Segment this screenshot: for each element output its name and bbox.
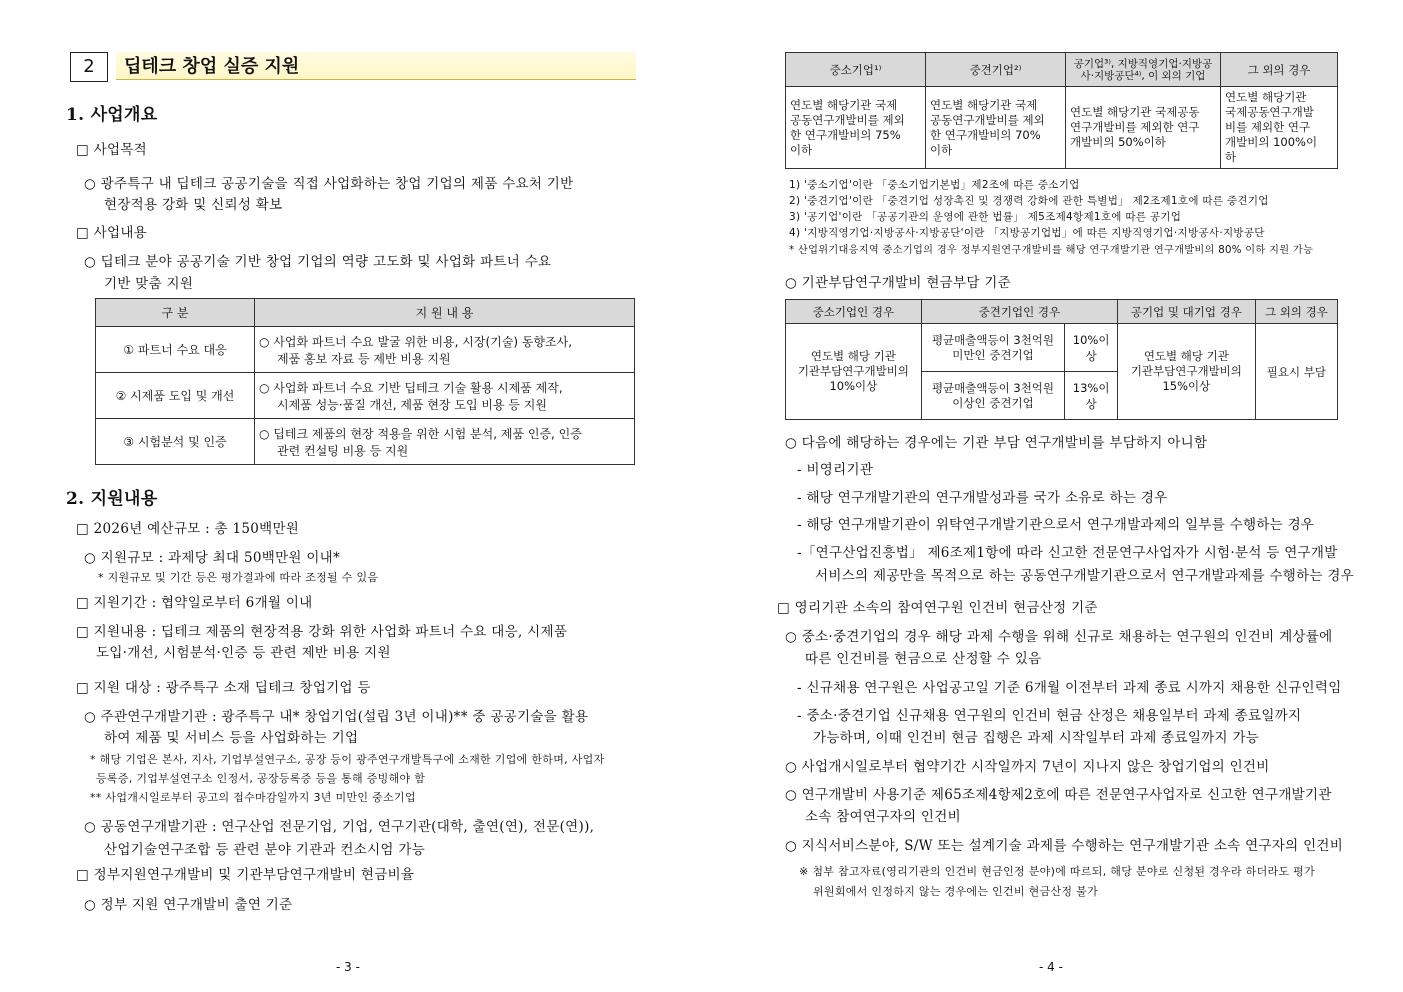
personnel-item-cont: 따른 인건비를 현금으로 산정할 수 있음: [805, 651, 1042, 667]
table-cell: 필요시 부담: [1255, 324, 1337, 420]
cell-line: 공동연구개발비를 제외: [930, 112, 1045, 127]
table-row: [96, 327, 635, 373]
footnote: 2) '중견기업'이란 「중견기업 성장촉진 및 경쟁력 강화에 관한 특별법」 제2조제1호에 따른 중견기업: [789, 195, 1269, 207]
budget: □ 2026년 예산규모 : 총 150백만원: [76, 521, 300, 537]
table-header: 중소기업¹⁾: [786, 53, 926, 87]
joint-institution: ○ 공동연구개발기관 : 연구산업 전문기업, 기업, 연구기관(대학, 출연(연), 전문(연)),: [84, 819, 595, 835]
table-cell-line: ○ 사업화 파트너 수요 기반 딥테크 기술 활용 시제품 제작,: [259, 380, 563, 395]
support-scope-cont: 도입·개선, 시험분석·인증 등 관련 제반 비용 지원: [96, 645, 391, 661]
page-right: [701, 0, 1403, 992]
table-row: [96, 419, 635, 465]
personnel-subitem: - 신규채용 연구원은 사업공고일 기준 6개월 이전부터 과제 종료 시까지 채용한 신규인력임: [797, 680, 1342, 696]
cell-line: 한 연구개발비의 70%: [930, 127, 1041, 142]
content-text: ○ 딥테크 분야 공공기술 기반 창업 기업의 역량 고도화 및 사업화 파트너 수요: [84, 254, 552, 270]
table-cell-line: 제품 홍보 자료 등 제반 비용 지원: [277, 351, 451, 366]
table-cell-category: ② 시제품 도입 및 개선: [96, 373, 255, 419]
exempt-item: - 해당 연구개발기관이 위탁연구개발기관으로서 연구개발과제의 일부를 수행하는 경우: [797, 517, 1315, 533]
personnel-subitem-cont: 가능하며, 이때 인건비 현금 집행은 과제 시작일부터 과제 종료일까지 가능: [813, 730, 1260, 746]
personnel-subitem: - 중소·중견기업 신규채용 연구원의 인건비 현금 산정은 채용일부터 과제 종료일까지: [797, 708, 1302, 724]
personnel-item-cont: 소속 참여연구자의 인건비: [805, 809, 961, 825]
personnel-item: ○ 사업개시일로부터 협약기간 시작일까지 7년이 지나지 않은 창업기업의 인건비: [785, 759, 1270, 775]
reference-note-cont: 위원회에서 인정하지 않는 경우에는 인건비 현금산정 불가: [813, 885, 1099, 898]
cash-ratio-heading: □ 정부지원연구개발비 및 기관부담연구개발비 현금비율: [76, 867, 415, 883]
table-cell-line: 시제품 성능·품질 개선, 제품 현장 도입 비용 등 지원: [277, 397, 547, 412]
table-cell-line: 관련 컨설팅 비용 등 지원: [277, 443, 409, 458]
table-header: 중견기업인 경우: [921, 300, 1117, 324]
table-header: 구 분: [96, 299, 255, 327]
exempt-item: - 해당 연구개발기관의 연구개발성과를 국가 소유로 하는 경우: [797, 490, 1168, 506]
support-scale-note: * 지원규모 및 기간 등은 평가결과에 따라 조정될 수 있음: [98, 571, 379, 584]
footnote: 3) '공기업'이란 「공공기관의 운영에 관한 법률」 제5조제4항제1호에 따른 공기업: [789, 211, 1182, 223]
section-title: 딥테크 창업 실증 지원: [116, 52, 636, 80]
heading-support: 2. 지원내용: [66, 489, 158, 509]
cell-line: 10%이상: [829, 379, 878, 393]
table-cell: [786, 87, 926, 169]
page-number: - 3 -: [336, 960, 360, 974]
gov-funding-basis: ○ 정부 지원 연구개발비 출연 기준: [84, 897, 293, 913]
cell-line: 평균매출액등이 3천억원: [931, 380, 1055, 395]
cell-line: 하: [1225, 150, 1237, 164]
cell-line: 한 연구개발비의 75%: [790, 127, 901, 142]
table-header: 지 원 내 용: [255, 299, 635, 327]
table-header: 그 외의 경우: [1255, 300, 1337, 324]
support-content-table: [95, 298, 635, 465]
table-cell: [1118, 324, 1256, 420]
table-cell: [1066, 87, 1221, 169]
exempt-item: - 비영리기관: [797, 462, 874, 478]
cell-line: 연도별 해당 기관: [810, 349, 896, 363]
cell-line: 이하: [790, 142, 813, 157]
lead-institution: ○ 주관연구개발기관 : 광주특구 내* 창업기업(설립 3년 이내)** 중 공공기술을 활용: [84, 709, 589, 725]
personnel-item: ○ 지식서비스분야, S/W 또는 설계기술 과제를 수행하는 연구개발기관 소속 연구자의 인건비: [785, 838, 1344, 854]
lead-institution-cont: 하여 제품 및 서비스 등을 사업화하는 기업: [104, 730, 359, 746]
table-cell: [1221, 87, 1338, 169]
cell-line: 평균매출액등이 3천억원: [931, 332, 1055, 347]
table-cell: [921, 372, 1064, 420]
personnel-item: ○ 연구개발비 사용기준 제65조제4항제2호에 따른 전문연구사업자로 신고한 연구개발기관: [785, 787, 1332, 803]
exempt-heading: ○ 다음에 해당하는 경우에는 기관 부담 연구개발비를 부담하지 아니함: [785, 435, 1208, 451]
exempt-item-cont: 서비스의 제공만을 목적으로 하는 공동연구개발기관으로서 연구개발과제를 수행하는 경우: [815, 568, 1355, 584]
table-cell-line: ○ 딥테크 제품의 현장 적용을 위한 시험 분석, 제품 인증, 인증: [259, 426, 582, 441]
personnel-heading: □ 영리기관 소속의 참여연구원 인건비 현금산정 기준: [777, 600, 1098, 616]
cell-line: 연도별 해당기관 국제: [930, 97, 1038, 112]
table-cell: [921, 324, 1064, 372]
cell-line: 개발비의 50%이하: [1070, 135, 1166, 149]
cell-line: 비를 제외한 연구: [1225, 120, 1311, 134]
footnote: 1) '중소기업'이란 「중소기업기본법」제2조에 따른 중소기업: [789, 179, 1080, 191]
support-scope: □ 지원내용 : 딥테크 제품의 현장적용 강화 위한 사업화 파트너 수요 대응, 시제품: [76, 624, 568, 640]
page-number: - 4 -: [1039, 960, 1063, 974]
table-header: 공기업³⁾, 지방직영기업·지방공사·지방공단⁴⁾, 이 외의 기업: [1066, 53, 1221, 87]
table-header: 중견기업²⁾: [926, 53, 1066, 87]
lead-note: * 해당 기업은 본사, 지사, 기업부설연구소, 공장 등이 광주연구개발특구에 소재한 기업에 한하며, 사업자: [90, 753, 605, 766]
table-header: 공기업 및 대기업 경우: [1118, 300, 1256, 324]
content-text-cont: 기반 맞춤 지원: [104, 276, 194, 292]
cell-line: 개발비의 100%이: [1225, 135, 1318, 149]
support-target: □ 지원 대상 : 광주특구 소재 딥테크 창업기업 등: [76, 680, 371, 696]
lead-note-cont: 등록증, 기업부설연구소 인정서, 공장등록증 등을 통해 증빙해야 함: [96, 772, 426, 785]
cell-line: 연도별 해당기관 국제: [790, 97, 898, 112]
support-period: □ 지원기간 : 협약일로부터 6개월 이내: [76, 595, 313, 611]
table-cell: 13%이상: [1065, 372, 1118, 420]
support-scale: ○ 지원규모 : 과제당 최대 50백만원 이내*: [84, 550, 341, 566]
cell-line: 기관부담연구개발비의: [797, 364, 909, 378]
footnote: * 산업위기대응지역 중소기업의 경우 정부지원연구개발비를 해당 연구개발기관 연구개발비의 80% 이하 지원 가능: [789, 245, 1314, 256]
lead-note-2: ** 사업개시일로부터 공고의 접수마감일까지 3년 미만인 중소기업: [90, 791, 416, 804]
page-left: [0, 0, 701, 992]
table-row: [96, 373, 635, 419]
heading-overview: 1. 사업개요: [66, 105, 158, 125]
table-header: 중소기업인 경우: [786, 300, 922, 324]
cell-line: 이하: [930, 142, 953, 157]
table-row: [786, 87, 1338, 169]
table-row: [786, 324, 1338, 372]
cell-line: 연도별 해당 기관: [1143, 349, 1229, 363]
cell-line: 15%이상: [1162, 379, 1211, 393]
footnote: 4) '지방직영기업·지방공사·지방공단'이란 「지방공기업법」에 따른 지방직영기업·지방공사·지방공단: [789, 227, 1265, 239]
cell-line: 연도별 해당기관: [1225, 90, 1307, 104]
table-cell: [926, 87, 1066, 169]
table-header: 그 외의 경우: [1221, 53, 1338, 87]
cell-line: 공동연구개발비를 제외: [790, 112, 905, 127]
cash-basis-heading: ○ 기관부담연구개발비 현금부담 기준: [785, 275, 1011, 291]
table-cell-category: ③ 시험분석 및 인증: [96, 419, 255, 465]
cell-line: 연도별 해당기관 국제공동: [1070, 105, 1200, 119]
table-cell-line: ○ 사업화 파트너 수요 발굴 위한 비용, 시장(기술) 동향조사,: [259, 334, 573, 349]
personnel-item: ○ 중소·중견기업의 경우 해당 과제 수행을 위해 신규로 채용하는 연구원의 인건비 계상률에: [785, 629, 1333, 645]
section-number: 2: [70, 52, 108, 82]
purpose-text: ○ 광주특구 내 딥테크 공공기술을 직접 사업화하는 창업 기업의 제품 수요처 기반: [84, 176, 574, 192]
cell-line: 이상인 중견기업: [952, 395, 1034, 410]
table-cell: [786, 324, 922, 420]
joint-institution-cont: 산업기술연구조합 등 관련 분야 기관과 컨소시엄 가능: [104, 842, 426, 858]
table-cell-category: ① 파트너 수요 대응: [96, 327, 255, 373]
purpose-heading: □ 사업목적: [76, 142, 148, 158]
reference-note: ※ 첨부 참고자료(영리기관의 인건비 현금인정 분야)에 따르되, 해당 분야로 신청된 경우라 하더라도 평가: [799, 865, 1316, 878]
table-cell: 10%이상: [1065, 324, 1118, 372]
exempt-item: -「연구산업진흥법」 제6조제1항에 따라 신고한 전문연구사업자가 시험·분석 등 연구개발: [797, 545, 1338, 561]
cell-line: 미만인 중견기업: [952, 347, 1034, 362]
cell-line: 기관부담연구개발비의: [1130, 364, 1242, 378]
content-heading: □ 사업내용: [76, 225, 148, 241]
cell-line: 국제공동연구개발: [1225, 105, 1314, 119]
cell-line: 연구개발비를 제외한 연구: [1070, 120, 1200, 134]
cash-burden-table: [785, 299, 1338, 420]
purpose-text-cont: 현장적용 강화 및 신뢰성 확보: [104, 197, 283, 213]
gov-funding-table: [785, 52, 1338, 169]
